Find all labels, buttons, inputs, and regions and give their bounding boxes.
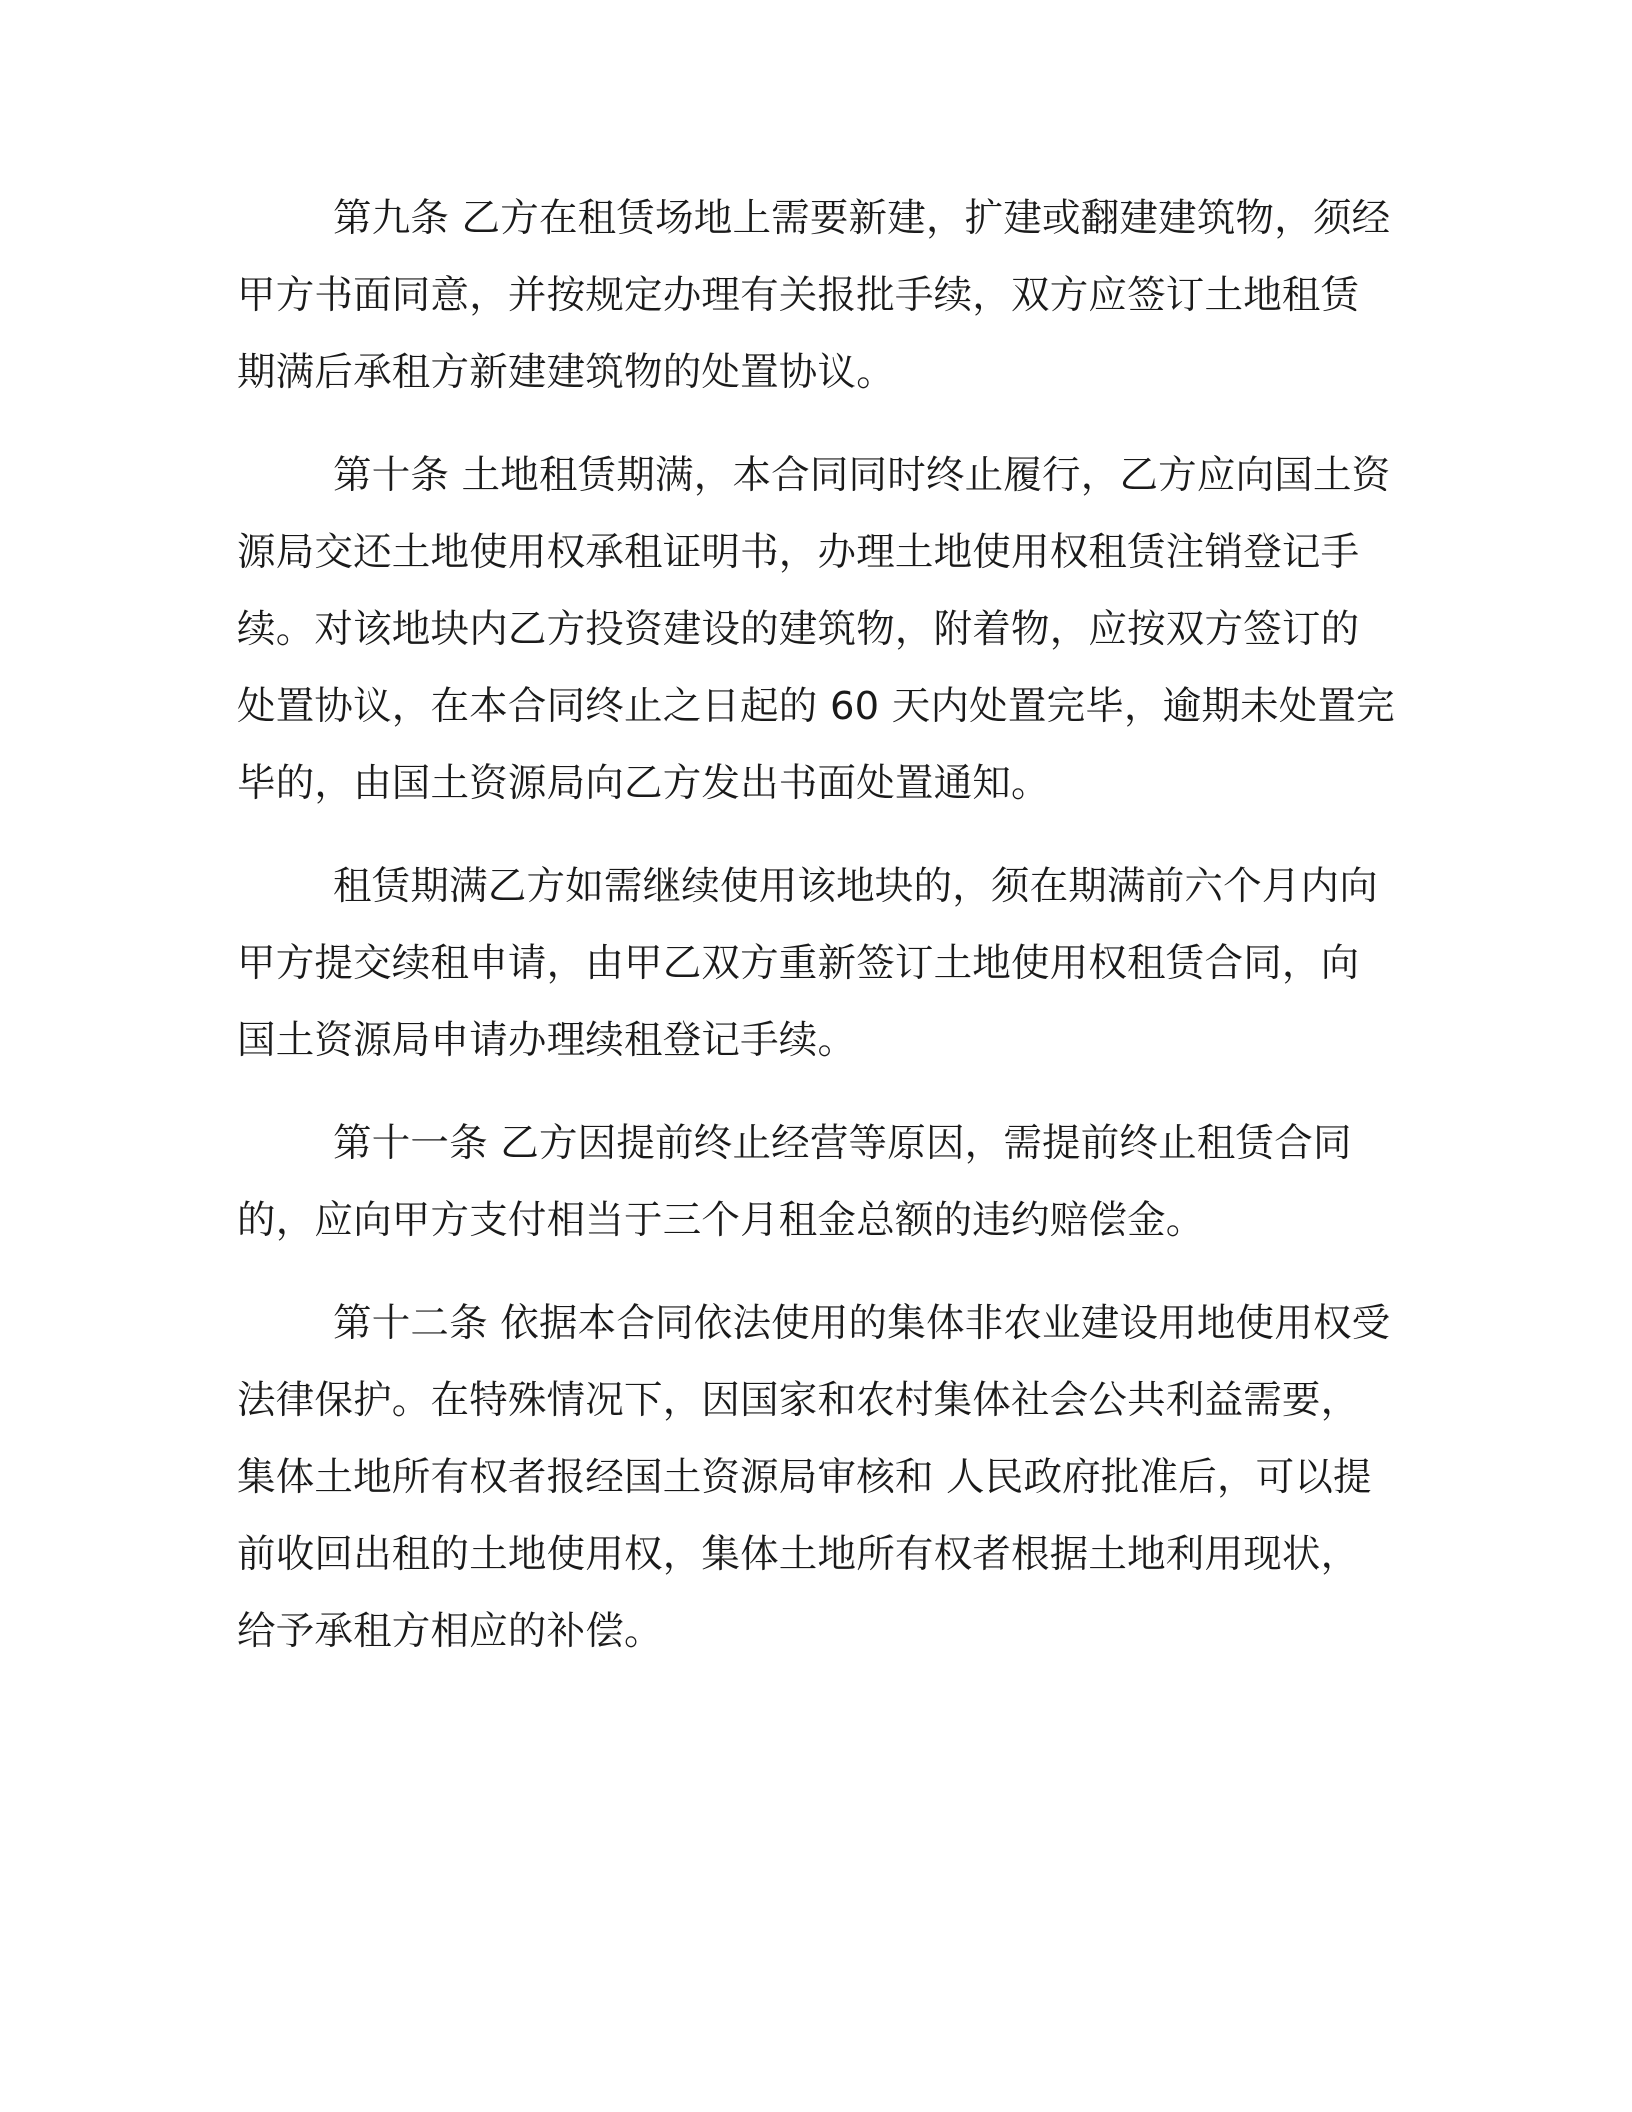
article-9-paragraph: 第九条 乙方在租赁场地上需要新建，扩建或翻建建筑物，须经甲方书面同意，并按规定办理有关报批手续，双方应签订土地租赁期满后承租方新建建筑物的处置协议。 (237, 196, 1391, 395)
document-body (237, 180, 1397, 1670)
lease-renewal-paragraph: 租赁期满乙方如需继续使用该地块的，须在期满前六个月内向甲方提交续租申请，由甲乙双方重新签订土地使用权租赁合同，向国土资源局申请办理续租登记手续。 (237, 864, 1378, 1063)
article-11-paragraph: 第十一条 乙方因提前终止经营等原因，需提前终止租赁合同的，应向甲方支付相当于三个月租金总额的违约赔偿金。 (237, 1121, 1352, 1243)
article-12-paragraph: 第十二条 依据本合同依法使用的集体非农业建设用地使用权受法律保护。在特殊情况下，因国家和农村集体社会公共利益需要，集体土地所有权者报经国土资源局审核和 人民政府批准后，可以提前收回出租的土地使用权，集体土地所有权者根据土地利用现状，给予承租方相应的补偿。 (237, 1301, 1391, 1654)
article-10-paragraph: 第十条 土地租赁期满，本合同同时终止履行，乙方应向国土资源局交还土地使用权承租证明书，办理土地使用权租赁注销登记手续。对该地块内乙方投资建设的建筑物，附着物，应按双方签订的处置协议，在本合同终止之日起的 60 天内处置完毕，逾期未处置完毕的，由国土资源局向乙方发出书面处置通知。 (237, 453, 1395, 806)
